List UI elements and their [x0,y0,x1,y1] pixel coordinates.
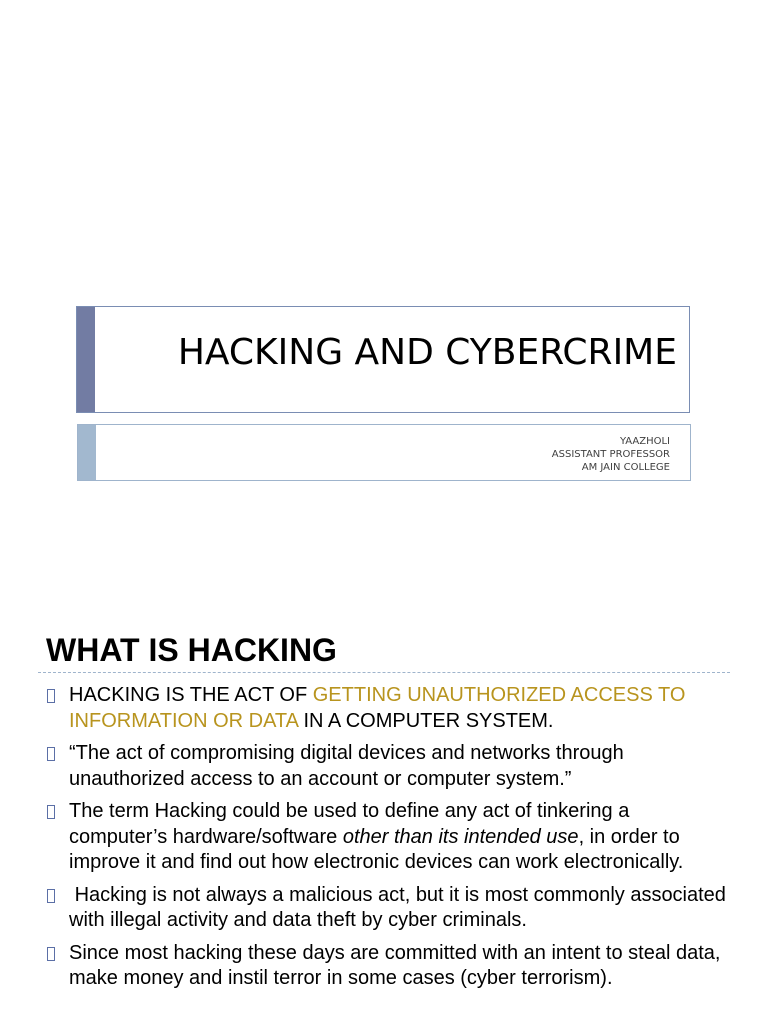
bullet-item [46,683,726,734]
bullet-text: Hacking is not always a malicious act, but it is most commonly associated with illegal activity and data theft by cyber criminals. [69,883,732,931]
bullet-text: HACKING IS THE ACT OF [69,684,313,706]
square-bullet-icon [47,747,55,761]
bullet-item [46,883,732,934]
title-accent-bar [77,307,95,412]
subtitle-block [552,435,670,474]
subtitle-accent-bar [78,425,96,480]
square-bullet-icon [47,947,55,961]
bullet-item [46,941,726,992]
content-slide-heading: WHAT IS HACKING [46,632,337,668]
square-bullet-icon [47,689,55,703]
square-bullet-icon [47,805,55,819]
slide-title: HACKING AND CYBERCRIME [177,332,677,373]
bullet-item [46,799,726,876]
heading-divider [38,672,730,673]
bullet-text: Since most hacking these days are committed with an intent to steal data, make money and instil terror in some cases (cyber terrorism). [69,941,721,989]
bullet-text: “The act of compromising digital devices and networks through unauthorized access to an account or computer system.” [69,742,624,790]
bullet-item [46,741,726,792]
title-slide-title-box [76,306,690,413]
bullet-italic-text: other than its intended use [342,825,579,848]
title-slide-subtitle-box [77,424,691,481]
author-institution: AM JAIN COLLEGE [581,462,670,473]
author-name: YAAZHOLI [619,436,670,447]
square-bullet-icon [47,889,55,903]
bullet-text: The term Hacking could be used to define any act of tinkering a computer’s hardware/software [69,800,630,848]
bullet-list [46,683,732,999]
bullet-text: IN A COMPUTER SYSTEM. [297,709,554,732]
author-position: ASSISTANT PROFESSOR [551,449,670,460]
bullet-text: , in order to improve it and find out how electronic devices can work electronically. [69,825,684,873]
bullet-highlight-text: GETTING UNAUTHORIZED ACCESS TO INFORMATION OR DATA [69,684,686,732]
